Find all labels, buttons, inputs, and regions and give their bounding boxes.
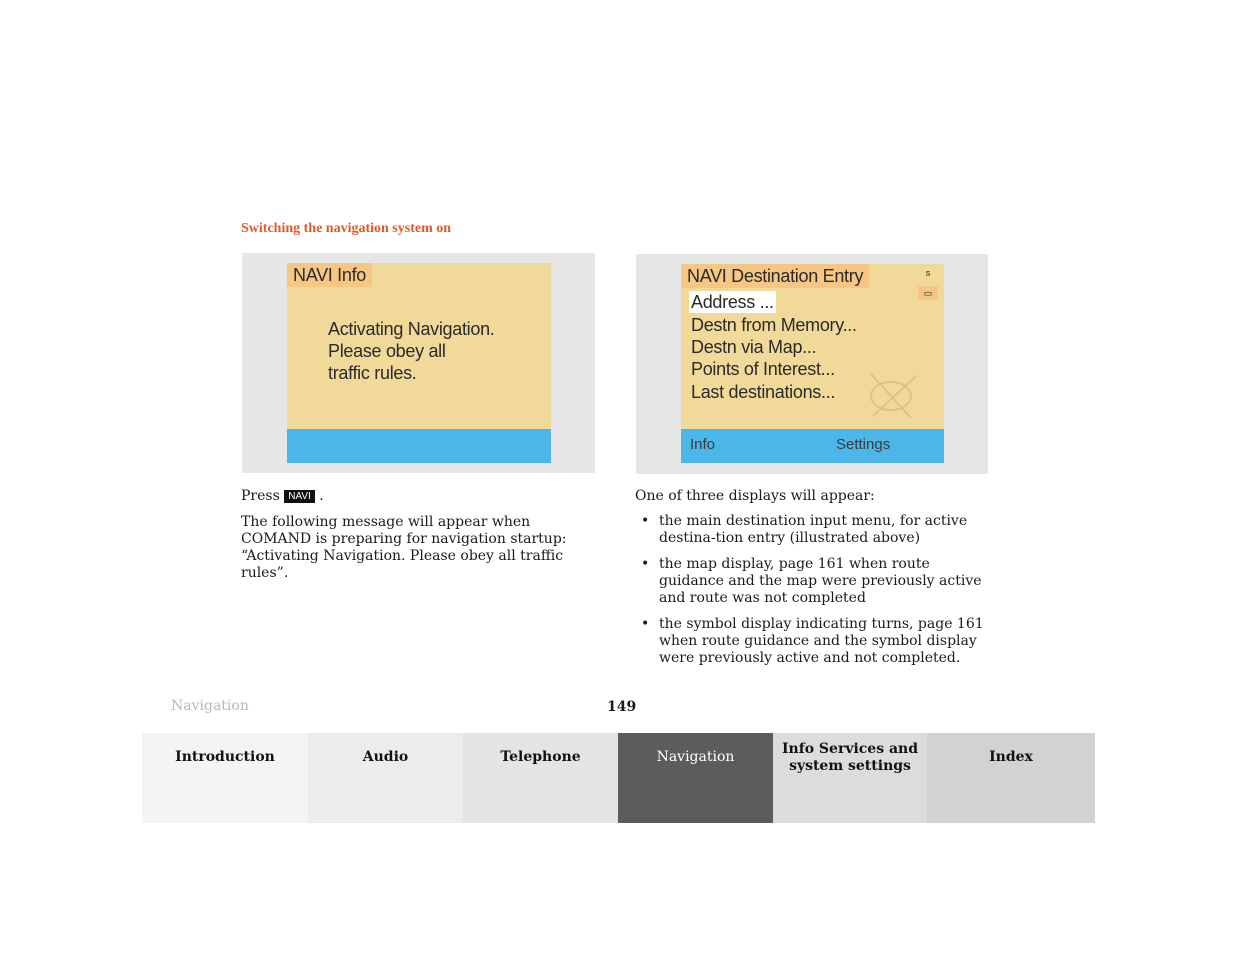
tab-navigation[interactable]: Navigation (618, 733, 773, 823)
activation-message (328, 318, 495, 384)
list-item: • the map display, page 161 when route guidance and the map were previously active and route was not completed (641, 556, 982, 606)
menu-item-memory[interactable]: Destn from Memory... (691, 315, 857, 335)
softkey-info[interactable]: Info (690, 436, 716, 453)
startup-paragraph: The following message will appear when COMAND is preparing for navigation startup: “Activating Navigation. Please obey all traffic rules”. (241, 514, 567, 581)
gps-indicator-icon: s (925, 268, 931, 278)
footer-section-label: Navigation (171, 698, 249, 714)
tab-info-services[interactable]: Info Services and system settings (773, 733, 927, 823)
press-instruction (241, 488, 324, 505)
screen-title: NAVI Info (287, 263, 372, 287)
softkey-settings[interactable]: Settings (836, 436, 891, 453)
menu-item-poi[interactable]: Points of Interest... (691, 359, 835, 379)
navi-info-screenshot (242, 253, 595, 473)
softkey-bar (681, 429, 944, 463)
chapter-tabs (142, 733, 1095, 823)
tab-telephone[interactable]: Telephone (463, 733, 618, 823)
message-line: traffic rules. (328, 363, 417, 383)
list-item: • the symbol display indicating turns, page 161 when route guidance and the symbol display were previously active and not completed. (641, 616, 984, 666)
press-suffix: . (319, 488, 324, 504)
page-number: 149 (607, 699, 637, 715)
compass-watermark-icon (861, 364, 931, 424)
menu-item-address[interactable]: Address ... (691, 292, 774, 312)
displays-intro: One of three displays will appear: (635, 488, 875, 504)
navi-info-screen (287, 263, 551, 463)
display-options-list (635, 513, 995, 676)
tab-index[interactable]: Index (927, 733, 1095, 823)
navi-destination-screen (681, 264, 944, 463)
menu-item-map[interactable]: Destn via Map... (691, 337, 817, 357)
list-item: • the main destination input menu, for active destina-tion entry (illustrated above) (641, 513, 968, 546)
screen-title: NAVI Destination Entry (681, 264, 869, 288)
message-line: Activating Navigation. (328, 319, 495, 339)
navi-destination-screenshot (636, 254, 988, 474)
tab-audio[interactable]: Audio (308, 733, 463, 823)
section-heading: Switching the navigation system on (241, 221, 452, 236)
message-line: Please obey all (328, 341, 446, 361)
press-prefix: Press (241, 488, 280, 504)
softkey-bar (287, 429, 551, 463)
navi-key-icon: NAVI (284, 490, 315, 503)
cd-indicator-icon: ▭ (918, 286, 938, 300)
tab-introduction[interactable]: Introduction (142, 733, 308, 823)
menu-item-last-destinations[interactable]: Last destinations... (691, 382, 836, 402)
